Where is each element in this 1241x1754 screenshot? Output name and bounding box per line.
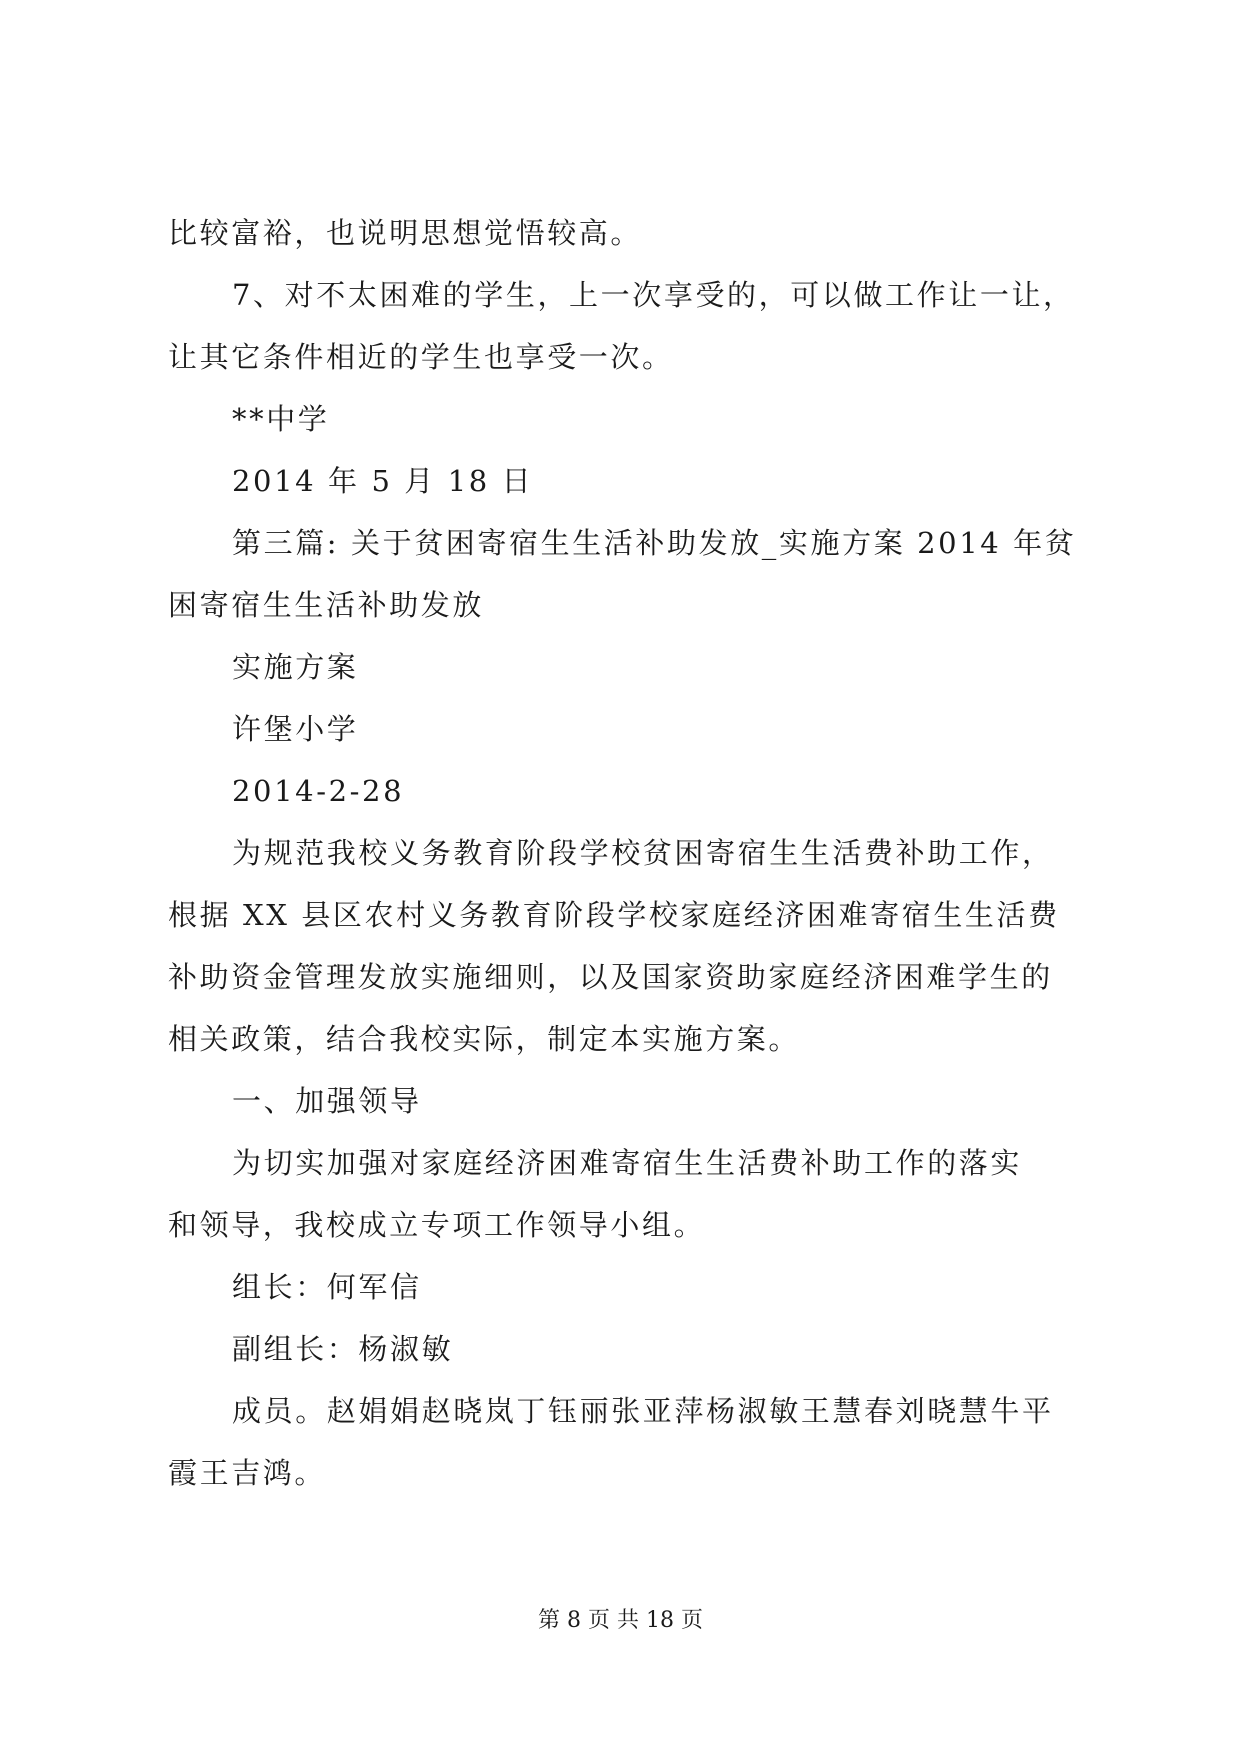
text-line: 霞王吉鸿。 [168, 1456, 327, 1490]
text-line: 补助资金管理发放实施细则，以及国家资助家庭经济困难学生的 [168, 960, 1053, 994]
text-line: 相关政策，结合我校实际，制定本实施方案。 [168, 1022, 801, 1056]
text-line: 困寄宿生生活补助发放 [168, 588, 485, 622]
text-line: 让其它条件相近的学生也享受一次。 [168, 340, 674, 374]
text-line: 成员。赵娟娟赵晓岚丁钰丽张亚萍杨淑敏王慧春刘晓慧牛平 [232, 1394, 1054, 1428]
text-line: 许堡小学 [232, 712, 359, 746]
document-body [168, 202, 1088, 1504]
page-footer: 第 8 页 共 18 页 [538, 1608, 703, 1633]
text-line: 第三篇: 关于贫困寄宿生生活补助发放_实施方案 2014 年贫 [232, 526, 1077, 560]
text-line: 组长：何军信 [232, 1270, 422, 1304]
text-line: 实施方案 [232, 650, 359, 684]
text-line: 为规范我校义务教育阶段学校贫困寄宿生生活费补助工作， [232, 836, 1054, 870]
text-line: 7、对不太困难的学生，上一次享受的，可以做工作让一让， [232, 278, 1075, 312]
text-line: 副组长：杨淑敏 [232, 1332, 454, 1366]
text-line: 一、加强领导 [232, 1084, 422, 1118]
text-line: 根据 XX 县区农村义务教育阶段学校家庭经济困难寄宿生生活费 [168, 898, 1060, 932]
text-line: 为切实加强对家庭经济困难寄宿生生活费补助工作的落实 [232, 1146, 1023, 1180]
text-line: 比较富裕，也说明思想觉悟较高。 [168, 216, 643, 250]
text-line: 2014-2-28 [232, 774, 405, 808]
text-line: 2014 年 5 月 18 日 [232, 464, 534, 498]
text-line: 和领导，我校成立专项工作领导小组。 [168, 1208, 706, 1242]
text-line: **中学 [232, 402, 330, 436]
